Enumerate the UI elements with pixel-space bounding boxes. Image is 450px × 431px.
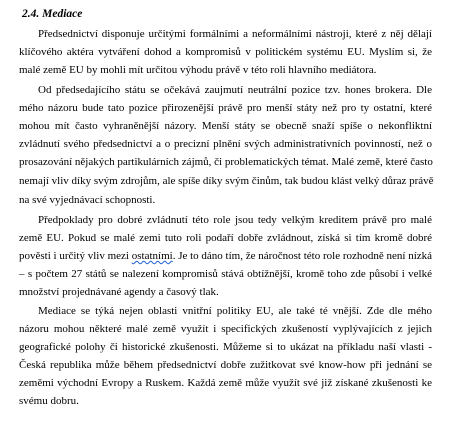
paragraph-4-line-2: názoru mohou některé malé země využít i specifických zkušeností vyplývajících z jejich (19, 323, 432, 335)
paragraph-2-line-1: Od předsedajícího státu se očekává zaujmutí neutrální pozice tzv. hones brokera. Dle (38, 84, 432, 96)
paragraph-2-line-6: nemají vliv díky svým zdrojům, ale spíše díky svým činům, tak budou klást velký důraz právě (19, 175, 434, 187)
paragraph-4-line-5: zeměmi východní Evropy a Ruskem. Každá země může využít své již získané zkušenosti ke (19, 377, 432, 389)
paragraph-4-line-6: svému dobru. (19, 395, 79, 407)
paragraph-3-line-3-end: . Je to dáno tím, že náročnost této role rozhodně není nízká (172, 250, 433, 262)
paragraph-3-line-2: země EU. Pokud se malé zemi tuto roli podaří dobře zvládnout, získá si tím kromě dobré (19, 232, 432, 244)
paragraph-3-line-4: – s počtem 27 států se nalezení kompromisů stává obtížnější, kromě toho zde působí i velké (19, 268, 432, 280)
paragraph-2-line-4: zvládnutí svého předsednictví a o precizní plnění svých administrativních povinností, než o (19, 138, 432, 150)
paragraph-3-line-3 (19, 249, 432, 263)
paragraph-3-line-3-start: pověsti i určitý vliv mezi (19, 250, 129, 262)
paragraph-1-line-1: Předsednictví disponuje určitými formálními a neformálními nástroji, které z něj dělají (38, 28, 432, 40)
paragraph-2-line-3: mohou mít často vyhraněnější názory. Menší státy se obecně snaží spíše o nekonfliktní (19, 120, 432, 132)
paragraph-2-line-2: mého názoru bude tato pozice přirozenější právě pro menší státy než pro ty ostatní, které (19, 102, 432, 114)
spellcheck-highlighted-word: ostatními (131, 250, 173, 262)
section-heading: 2.4. Mediace (22, 8, 83, 20)
paragraph-2-line-5: prosazování nějakých partikulárních zájmů, či problematických témat. Malé země, které často (19, 156, 433, 168)
paragraph-1-line-3: malé země EU by mohli mít určitou výhodu právě v této roli hlavního mediátora. (19, 64, 377, 76)
paragraph-4-line-1: Mediace se týká nejen oblasti vnitřní politiky EU, ale také té vnější. Zde dle mého (38, 305, 432, 317)
paragraph-3-line-1: Předpoklady pro dobré zvládnutí této role jsou tedy velkým kreditem právě pro malé (38, 214, 432, 226)
paragraph-3-line-5: množství projednávané agendy a časový tlak. (19, 286, 219, 298)
paragraph-4-line-4: Česká republika může během předsednictví dobře zužitkovat své know-how při jednání se (19, 359, 432, 371)
paragraph-2-line-7: na své vyjednávací schopnosti. (19, 194, 156, 206)
paragraph-4-line-3: geografické polohy či historické zkušenosti. Můžeme si to ukázat na příkladu naší vlasti - (19, 341, 432, 353)
paragraph-1-line-2: klíčového aktéra vytváření dohod a kompromisů v politickém systému EU. Myslím si, že (19, 46, 432, 58)
